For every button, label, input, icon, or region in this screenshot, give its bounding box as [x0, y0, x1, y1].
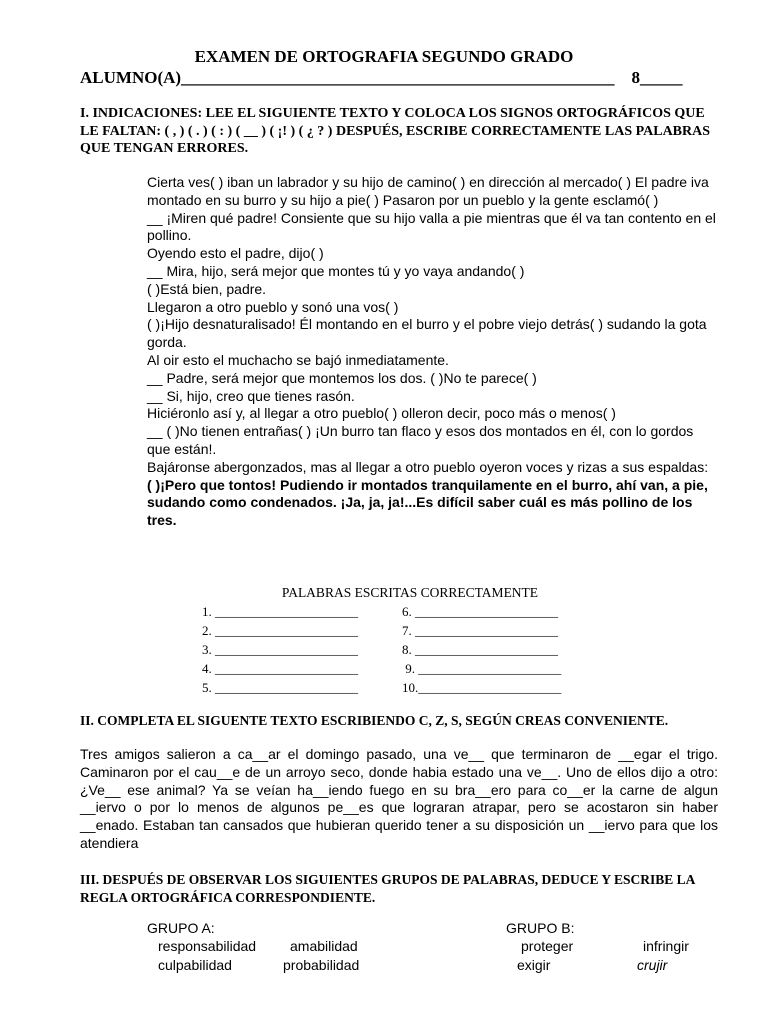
group-b-word: infringir	[643, 938, 689, 954]
group-b-word: crujir	[637, 957, 668, 973]
story-paragraph: Oyendo esto el padre, dijo( )	[147, 245, 324, 262]
group-b-word: proteger	[521, 938, 574, 954]
student-name-line: ALUMNO(A)___________________________________________________ 8_____	[80, 68, 683, 87]
story-paragraph: ( )¡Hijo desnaturalisado! Él montando en el burro y el pobre viejo detrás( ) sudando la gota gorda.	[147, 316, 707, 351]
group-a-label: GRUPO A:	[147, 920, 215, 936]
story-paragraph: __ Padre, será mejor que montemos los dos. ( )No te parece( )	[147, 369, 537, 386]
story-paragraph: Hiciéronlo así y, al llegar a otro pueblo( ) olleron decir, poco más o menos( )	[147, 405, 616, 422]
story-paragraph: ( )Está bien, padre.	[147, 280, 267, 297]
words-list-title: PALABRAS ESCRITAS CORRECTAMENTE	[281, 585, 539, 600]
word-line[interactable]: 1. ______________________	[202, 604, 358, 619]
group-b-word: exigir	[517, 957, 551, 973]
word-line[interactable]: 5. ______________________	[202, 680, 358, 695]
group-b-label: GRUPO B:	[506, 920, 575, 936]
word-line[interactable]: 3. ______________________	[202, 642, 358, 657]
story-paragraph: Cierta ves( ) iban un labrador y su hijo de camino( ) en dirección al mercado( ) El padre iva montado en su burro y su hijo a pie( ) Pasaron por un pueblo y la gente esclamó( )	[147, 174, 709, 208]
word-line[interactable]: 4. ______________________	[202, 661, 358, 676]
word-line[interactable]: 10.______________________	[402, 680, 562, 695]
story-paragraph: __ ( )No tienen entrañas( ) ¡Un burro tan flaco y esos dos montados en él, con lo gordos que están!.	[147, 423, 694, 457]
group-a-word: responsabilidad	[158, 938, 257, 954]
story-text	[147, 174, 719, 530]
story-paragraph: __ Si, hijo, creo que tienes rasón.	[147, 387, 355, 404]
section2-text: Tres amigos salieron a ca__ar el domingo pasado, una ve__ que terminaron de __egar el trigo. Caminaron por el cau__e de un arroyo seco, donde habia estado una ve__. Uno de ellos dijo a otro: ¿Ve__ ese animal? Ya se veían ha__iendo fuego en su bra__ero para co__er la carne de algun __iervo o por lo menos de algunos pe__es que lograran atrapar, pero se acostaron sin haber __enado. Estaban tan cansados que hubieran querido tener a su disposición un __iervo para que los atendiera	[80, 746, 718, 851]
word-line[interactable]: 6. ______________________	[402, 604, 558, 619]
story-bold-paragraph: ( )¡Pero que tontos! Pudiendo ir montados tranquilamente en el burro, ahí van, a pie, sudando como condenados. ¡Ja, ja, ja!...Es difícil saber cuál es más pollino de los tres.	[147, 476, 708, 529]
word-line[interactable]: 9. ______________________	[402, 661, 562, 676]
exam-title: EXAMEN DE ORTOGRAFIA SEGUNDO GRADO	[194, 47, 574, 66]
section1-instructions: I. INDICACIONES: LEE EL SIGUIENTE TEXTO Y COLOCA LOS SIGNOS ORTOGRÁFICOS QUE LE FALTAN: ( , ) ( . ) ( : ) ( __ ) ( ¡! ) ( ¿ ? ) DESPUÉS, ESCRIBE CORRECTAMENTE LAS PALABRAS QUE TENGAN ERRORES.	[80, 106, 711, 156]
group-a-word: probabilidad	[283, 957, 360, 973]
group-a-word: amabilidad	[290, 938, 358, 954]
story-paragraph: __ Mira, hijo, será mejor que montes tú y yo vaya andando( )	[147, 262, 525, 279]
story-paragraph: __ ¡Miren qué padre! Consiente que su hijo valla a pie mientras que él va tan contento en el pollino.	[147, 209, 716, 244]
word-line[interactable]: 2. ______________________	[202, 623, 358, 638]
story-paragraph: Al oir esto el muchacho se bajó inmediatamente.	[147, 351, 449, 368]
word-line[interactable]: 7. ______________________	[402, 623, 558, 638]
story-paragraph: Llegaron a otro pueblo y sonó una vos( )	[147, 298, 399, 315]
section2-title: II. COMPLETA EL SIGUENTE TEXTO ESCRIBIENDO C, Z, S, SEGÚN CREAS CONVENIENTE.	[80, 713, 669, 728]
story-paragraph: Bajáronse abergonzados, mas al llegar a otro pueblo oyeron voces y rizas a sus espaldas:	[147, 458, 709, 475]
section3-title: III. DESPUÉS DE OBSERVAR LOS SIGUIENTES GRUPOS DE PALABRAS, DEDUCE Y ESCRIBE LA REGLA ORTOGRÁFICA CORRESPONDIENTE.	[80, 872, 695, 905]
word-line[interactable]: 8. ______________________	[402, 642, 558, 657]
group-a-word: culpabilidad	[158, 957, 232, 973]
